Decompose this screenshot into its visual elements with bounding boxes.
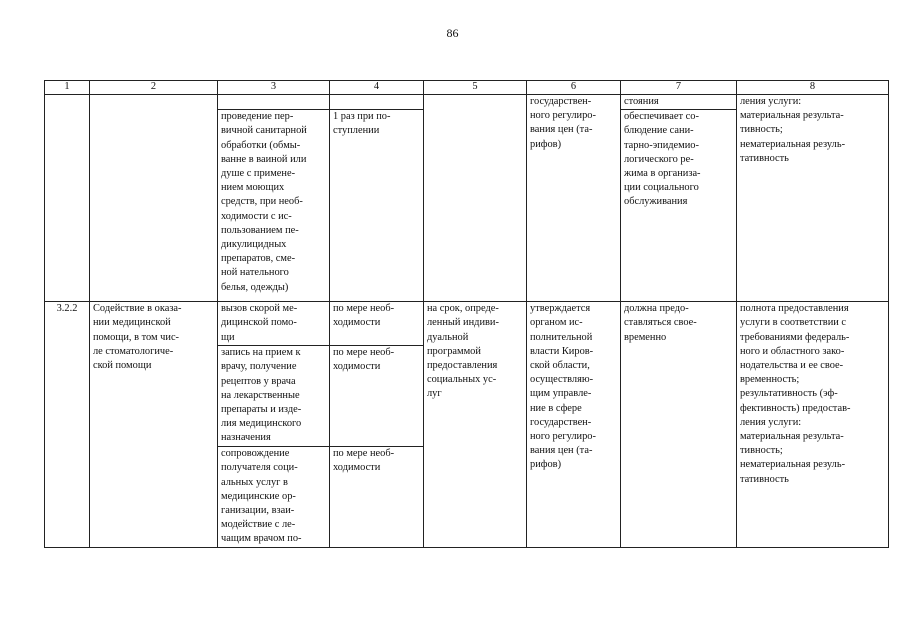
column-number-row	[45, 81, 889, 95]
cont-indicators-cell	[737, 95, 889, 302]
service-item-content-cell	[218, 346, 330, 447]
cont-indicators-text: ления услуги: материальная результа- тивность; нематериальная резуль- тативность	[740, 96, 846, 164]
services-table	[44, 80, 889, 548]
service-item-periodicity: по мере необ- ходимости	[333, 303, 395, 329]
column-number: 6	[527, 81, 621, 95]
column-number: 2	[90, 81, 218, 95]
service-item-periodicity-cell	[330, 447, 424, 548]
service-item-content-cell	[218, 447, 330, 548]
column-number: 3	[218, 81, 330, 95]
column-number: 4	[330, 81, 424, 95]
column-number: 8	[737, 81, 889, 95]
conditions-cell	[621, 302, 737, 548]
term-cell	[424, 302, 527, 548]
column-number: 7	[621, 81, 737, 95]
tariff-cell	[527, 302, 621, 548]
cont-tariff-text: государствен- ного регулиро- вания цен (та- рифов)	[530, 96, 596, 150]
table-row-3-2-2	[45, 302, 889, 346]
indicators-cell	[737, 302, 889, 548]
row-number: 3.2.2	[56, 303, 78, 315]
cont-content-text: проведение пер- вичной санитарной обработки (обмы- ванне в ваиной или душе с примене- нием моющих средств, при необ- ходимости с ис- пользованием пе- дикулицидных препаратов, сме- ной нательного белья, одежды)	[221, 111, 307, 293]
service-item-content: запись на прием к врачу, получение рецептов у врача на лекарственные препараты и изде- лия медицинского назначения	[221, 347, 302, 444]
cell-empty	[424, 95, 527, 302]
service-item-periodicity-cell	[330, 346, 424, 447]
service-name: Содействие в оказа- нии медицинской помощи, в том чис- ле стоматологиче- ской помощи	[93, 303, 182, 372]
cont-conditions-text: обеспечивает со- блюдение сани- тарно-эпидемио- логического ре- жима в организа- ции социального обслуживания	[624, 111, 701, 208]
term-text: на срок, опреде- ленный индиви- дуальной программой предоставления социальных ус- луг	[427, 303, 499, 400]
indicators-text: полнота предоставления услуги в соответствии с требованиями федераль- ного и областного зако- нодательства и ее свое- временность; результативность (эф- фективность) предостав- ления услуги: материальная результа- тивность; нематериальная резуль- тативность	[740, 303, 851, 485]
cont-periodicity-text: 1 раз при по- ступлении	[333, 111, 391, 137]
continuation-row-top	[45, 95, 889, 110]
cell-empty	[90, 95, 218, 302]
cont-tariff-cell	[527, 95, 621, 302]
conditions-text: должна предо- ставляться свое- временно	[624, 303, 697, 343]
cont-content-cell	[218, 110, 330, 302]
service-item-content-cell	[218, 302, 330, 346]
column-number: 5	[424, 81, 527, 95]
service-item-content: вызов скорой ме- дицинской помо- щи	[221, 303, 298, 343]
service-item-periodicity-cell	[330, 302, 424, 346]
column-number: 1	[45, 81, 90, 95]
cell-empty	[45, 95, 90, 302]
service-item-periodicity: по мере необ- ходимости	[333, 448, 395, 474]
page-number: 86	[446, 26, 459, 40]
cont-conditions-top-cell	[621, 95, 737, 110]
cell-empty	[330, 95, 424, 110]
service-item-content: сопровождение получателя соци- альных услуг в медицинские ор- ганизации, взаи- модействие с ле- чащим врачом по-	[221, 448, 302, 545]
service-item-periodicity: по мере необ- ходимости	[333, 347, 395, 373]
cont-periodicity-cell	[330, 110, 424, 302]
row-number-cell	[45, 302, 90, 548]
cont-conditions-cell	[621, 110, 737, 302]
cell-empty	[218, 95, 330, 110]
cont-conditions-top-text: стояния	[624, 96, 659, 107]
tariff-text: утверждается органом ис- полнительной власти Киров- ской области, осуществляю- щим управле- ние в сфере государствен- ного регулиро- вания цен (та- рифов)	[530, 303, 596, 471]
service-name-cell	[90, 302, 218, 548]
